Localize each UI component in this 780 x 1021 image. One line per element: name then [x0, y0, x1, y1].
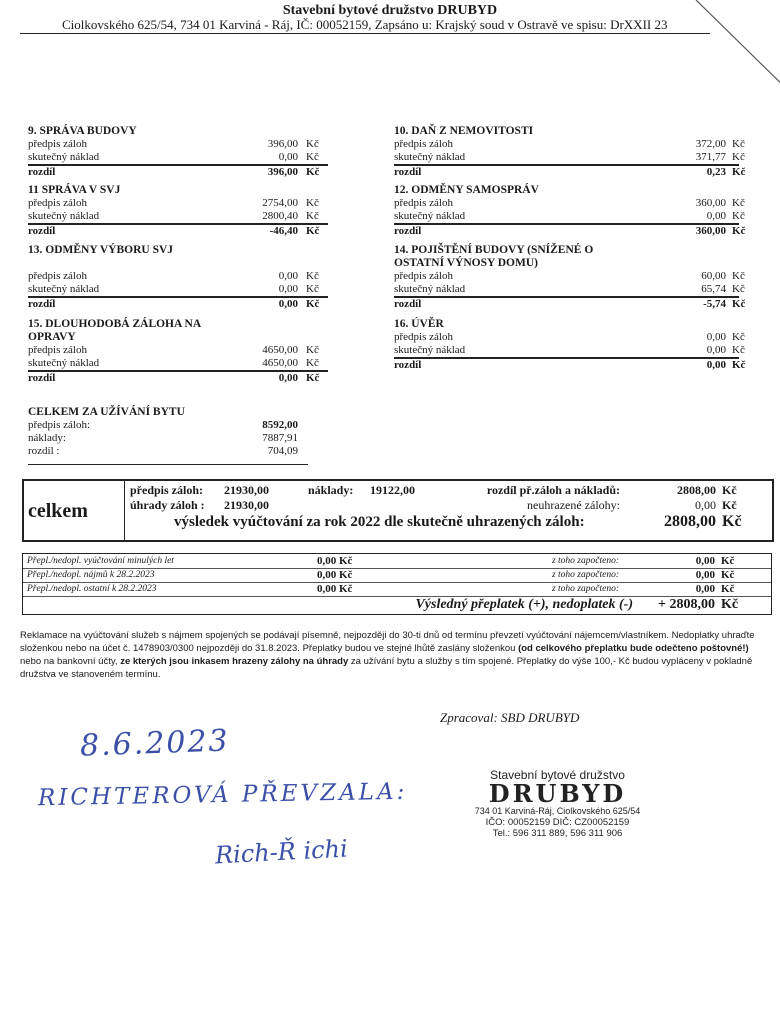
section-row-currency: Kč	[306, 197, 319, 209]
preplatky-row	[23, 583, 771, 597]
section-row-value: 396,00	[267, 138, 298, 150]
preplatky-row-zapocteno: 0,00	[695, 583, 715, 595]
preplatky-row-currency: Kč	[721, 555, 735, 567]
preplatky-row-zapocteno: 0,00	[695, 555, 715, 567]
section-row-currency: Kč	[732, 331, 745, 343]
celkem-neuhrazene-currency: Kč	[722, 498, 737, 512]
section-title-2: OSTATNÍ VÝNOSY DOMU)	[394, 257, 538, 269]
total-naklady-value: 7887,91	[262, 432, 298, 444]
company-stamp	[465, 768, 650, 839]
section-title: 11 SPRÁVA V SVJ	[28, 184, 121, 196]
section-row-currency: Kč	[306, 372, 320, 384]
section-row-rozdil	[28, 224, 328, 238]
section-15	[28, 318, 328, 385]
section-row-label: rozdíl	[394, 298, 422, 310]
preplatky-box	[22, 553, 772, 615]
celkem-neuhrazene-label: neuhrazené zálohy:	[527, 498, 620, 512]
section-row-currency: Kč	[732, 298, 746, 310]
section-row-predpis	[28, 197, 328, 210]
section-title: 10. DAŇ Z NEMOVITOSTI	[394, 125, 534, 137]
section-row-label: předpis záloh	[394, 331, 453, 343]
celkem-vysledek-value: 2808,00	[664, 513, 716, 530]
final-balance-currency: Kč	[721, 597, 739, 612]
section-row-predpis	[394, 197, 745, 210]
section-row-label: předpis záloh	[394, 197, 453, 209]
handwritten-date: 8.6.2023	[79, 723, 231, 764]
celkem-vysledek-currency: Kč	[722, 513, 742, 530]
section-row-naklad	[28, 283, 328, 297]
section-row-currency: Kč	[306, 166, 320, 178]
section-row-currency: Kč	[306, 357, 319, 369]
section-row-currency: Kč	[306, 210, 319, 222]
section-row-value: 360,00	[695, 225, 726, 237]
section-row-label: skutečný náklad	[28, 283, 100, 295]
section-9	[28, 125, 328, 179]
section-row-predpis	[394, 331, 745, 344]
stamp-address: 734 01 Karviná-Ráj, Ciolkovského 625/54	[474, 806, 641, 816]
celkem-predpis-value: 21930,00	[224, 483, 269, 497]
total-rozdil-value: 704,09	[267, 445, 298, 457]
celkem-predpis-label: předpis záloh:	[130, 483, 204, 497]
company-address: Ciolkovského 625/54, 734 01 Karviná - Ráj, IČ: 00052159, Zapsáno u: Krajský soud v Ostravě ve spisu: DrXXII 23	[62, 17, 668, 32]
section-row-label: předpis záloh	[394, 138, 453, 150]
preplatky-row-value: 0,00 Kč	[317, 569, 353, 581]
section-row-currency: Kč	[732, 197, 745, 209]
section-row-rozdil	[394, 297, 746, 311]
header-divider	[20, 33, 710, 34]
final-balance-label: Výsledný přeplatek (+), nedoplatek (-)	[415, 597, 633, 612]
section-row-label: rozdíl	[28, 166, 56, 178]
total-housing-title: CELKEM ZA UŽÍVÁNÍ BYTU	[28, 406, 185, 418]
section-row-label: skutečný náklad	[394, 151, 466, 163]
preplatky-row-label: Přepl./nedopl. nájmů k 28.2.2023	[27, 570, 155, 580]
section-row-value: 0,00	[278, 372, 298, 384]
section-title: 16. ÚVĚR	[394, 318, 444, 330]
total-housing	[28, 406, 308, 458]
stamp-line1: Stavební bytové družstvo	[490, 768, 625, 782]
section-row-label: rozdíl	[28, 225, 56, 237]
total-rozdil-label: rozdíl :	[28, 445, 60, 457]
preplatky-row-currency: Kč	[721, 569, 735, 581]
celkem-vysledek-label: výsledek vyúčtování za rok 2022 dle skutečně uhrazených záloh:	[174, 514, 585, 530]
celkem-uhrady-label: úhrady záloh :	[130, 498, 205, 512]
celkem-rozdil-value: 2808,00	[677, 483, 716, 497]
section-row-currency: Kč	[732, 344, 745, 356]
preplatky-row-label: Přepl./nedopl. ostatní k 28.2.2023	[27, 584, 157, 594]
section-row-label: rozdíl	[394, 359, 422, 371]
section-row-label: předpis záloh	[394, 270, 453, 282]
section-row-value: 360,00	[695, 197, 726, 209]
section-row-currency: Kč	[732, 166, 746, 178]
section-row-label: skutečný náklad	[394, 344, 466, 356]
section-row-value: 396,00	[267, 166, 298, 178]
section-row-value: 0,00	[278, 270, 298, 282]
section-row-rozdil	[394, 358, 746, 372]
section-row-predpis	[394, 138, 745, 151]
section-row-currency: Kč	[732, 359, 746, 371]
section-row-predpis	[28, 344, 328, 357]
note-bold-2: ze kterých jsou inkasem hrazeny zálohy na úhrady	[120, 656, 349, 667]
section-row-label: skutečný náklad	[394, 283, 466, 295]
section-row-value: 0,00	[706, 331, 726, 343]
section-row-naklad	[394, 344, 745, 358]
section-row-naklad	[28, 357, 328, 371]
final-balance-value: + 2808,00	[658, 597, 715, 612]
preplatky-row-currency: Kč	[721, 583, 735, 595]
section-title: 13. ODMĚNY VÝBORU SVJ	[28, 244, 174, 256]
section-row-value: 371,77	[695, 151, 726, 163]
section-row-currency: Kč	[306, 138, 319, 150]
section-14	[394, 244, 746, 311]
handwritten-signature: Rich-Ř ichi	[214, 834, 349, 870]
section-row-currency: Kč	[306, 344, 319, 356]
section-row-predpis	[394, 270, 745, 283]
section-16	[394, 318, 746, 372]
section-row-currency: Kč	[306, 283, 319, 295]
total-housing-underline	[28, 464, 308, 465]
stamp-phone: Tel.: 596 311 889, 596 311 906	[492, 828, 623, 839]
preplatky-row	[23, 555, 771, 569]
section-row-label: rozdíl	[28, 298, 56, 310]
section-row-currency: Kč	[306, 270, 319, 282]
section-title-2: OPRAVY	[28, 331, 76, 343]
section-row-label: předpis záloh	[28, 344, 87, 356]
section-row-predpis	[28, 270, 328, 283]
section-10	[394, 125, 746, 179]
section-row-currency: Kč	[306, 151, 319, 163]
section-row-value: 0,00	[706, 344, 726, 356]
section-row-value: 65,74	[701, 283, 726, 295]
note-bold-1: (od celkového přeplatku bude odečteno poštovné!)	[518, 643, 749, 654]
page-fold-corner	[688, 0, 780, 110]
section-row-currency: Kč	[306, 298, 320, 310]
note-text-3: za užívání bytu a služby s tím spojené. Přeplatky do výše 100,- Kč budou vypláceny v pokladně družstva ve stanoveném termínu.	[20, 656, 753, 680]
celkem-box	[22, 479, 774, 542]
section-row-currency: Kč	[306, 225, 320, 237]
section-11	[28, 184, 328, 238]
section-row-rozdil	[394, 165, 746, 179]
section-row-value: 4650,00	[262, 344, 298, 356]
section-row-value: 0,00	[278, 298, 298, 310]
processed-by: Zpracoval: SBD DRUBYD	[440, 710, 580, 725]
celkem-uhrady-value: 21930,00	[224, 498, 269, 512]
section-row-value: 4650,00	[262, 357, 298, 369]
section-row-value: -5,74	[703, 298, 726, 310]
section-row-currency: Kč	[732, 270, 745, 282]
stamp-ico: IČO: 00052159 DIČ: CZ00052159	[485, 817, 630, 828]
section-row-label: rozdíl	[28, 372, 56, 384]
preplatky-row-zapocteno-label: z toho započteno:	[551, 584, 619, 594]
section-row-label: rozdíl	[394, 166, 422, 178]
section-row-value: 0,00	[706, 210, 726, 222]
stamp-logo: DRUBYD	[488, 779, 627, 808]
section-row-currency: Kč	[732, 210, 745, 222]
section-row-value: 0,00	[278, 283, 298, 295]
celkem-rozdil-currency: Kč	[722, 483, 737, 497]
section-row-currency: Kč	[732, 225, 746, 237]
section-title: 14. POJIŠTĚNÍ BUDOVY (SNÍŽENÉ O	[394, 244, 594, 256]
celkem-naklady-value: 19122,00	[370, 483, 415, 497]
section-row-value: 0,23	[706, 166, 726, 178]
section-row-value: 2800,40	[262, 210, 298, 222]
section-row-rozdil	[28, 297, 328, 311]
preplatky-row-zapocteno: 0,00	[695, 569, 715, 581]
note-text-2: nebo na bankovní účty,	[20, 656, 121, 667]
preplatky-row	[23, 569, 771, 583]
celkem-neuhrazene-value: 0,00	[695, 498, 716, 512]
section-row-label: skutečný náklad	[28, 151, 100, 163]
section-row-label: rozdíl	[394, 225, 422, 237]
celkem-divider	[124, 481, 125, 540]
section-row-rozdil	[394, 224, 746, 238]
section-row-value: 60,00	[701, 270, 726, 282]
complaint-note	[20, 629, 760, 681]
section-row-value: 0,00	[706, 359, 726, 371]
preplatky-row-value: 0,00 Kč	[317, 555, 353, 567]
section-row-label: předpis záloh	[28, 270, 87, 282]
section-row-currency: Kč	[732, 138, 745, 150]
section-row-label: skutečný náklad	[28, 210, 100, 222]
section-title: 9. SPRÁVA BUDOVY	[28, 125, 137, 137]
preplatky-row-zapocteno-label: z toho započteno:	[551, 570, 619, 580]
section-12	[394, 184, 746, 238]
section-row-value: 0,00	[278, 151, 298, 163]
section-row-currency: Kč	[732, 283, 745, 295]
section-row-value: 2754,00	[262, 197, 298, 209]
preplatky-row-value: 0,00 Kč	[317, 583, 353, 595]
celkem-naklady-label: náklady:	[308, 483, 354, 497]
company-name: Stavební bytové družstvo DRUBYD	[282, 3, 498, 18]
section-row-label: skutečný náklad	[394, 210, 466, 222]
handwritten-received: RICHTEROVÁ PŘEVZALA:	[37, 778, 408, 812]
celkem-label: celkem	[28, 500, 88, 522]
total-predpis-label: předpis záloh:	[28, 419, 91, 431]
celkem-rozdil-label: rozdíl př.záloh a nákladů:	[486, 483, 620, 497]
section-row-label: předpis záloh	[28, 138, 87, 150]
section-row-naklad	[28, 151, 328, 165]
section-row-rozdil	[28, 165, 328, 179]
total-predpis-value: 8592,00	[262, 419, 298, 431]
note-text-1: Reklamace na vyúčtování služeb s nájmem spojených se podávají písemně, nejpozději do 30-ti dnů od termínu převzetí vyúčtování nájemcem/vlastníkem. Nedoplatky uhraďte složenkou nebo na účet č. 1478903/0300 nejpozději do 31.8.2023. Přeplatky budou ve stejné lhůtě zaslány složenkou	[20, 630, 755, 654]
section-title: 15. DLOUHODOBÁ ZÁLOHA NA	[28, 318, 202, 330]
section-row-currency: Kč	[732, 151, 745, 163]
section-13	[28, 244, 328, 311]
preplatky-row-label: Přepl./nedopl. vyúčtování minulých let	[27, 556, 174, 566]
section-row-value: -46,40	[269, 225, 298, 237]
section-row-predpis	[28, 138, 328, 151]
total-naklady-label: náklady:	[28, 432, 66, 444]
section-row-naklad	[394, 283, 745, 297]
section-row-label: předpis záloh	[28, 197, 87, 209]
preplatky-row-zapocteno-label: z toho započteno:	[551, 556, 619, 566]
section-row-naklad	[394, 210, 745, 224]
section-row-rozdil	[28, 371, 328, 385]
section-row-value: 372,00	[695, 138, 726, 150]
section-row-naklad	[28, 210, 328, 224]
section-title: 12. ODMĚNY SAMOSPRÁV	[394, 184, 539, 196]
section-row-naklad	[394, 151, 745, 165]
section-row-label: skutečný náklad	[28, 357, 100, 369]
